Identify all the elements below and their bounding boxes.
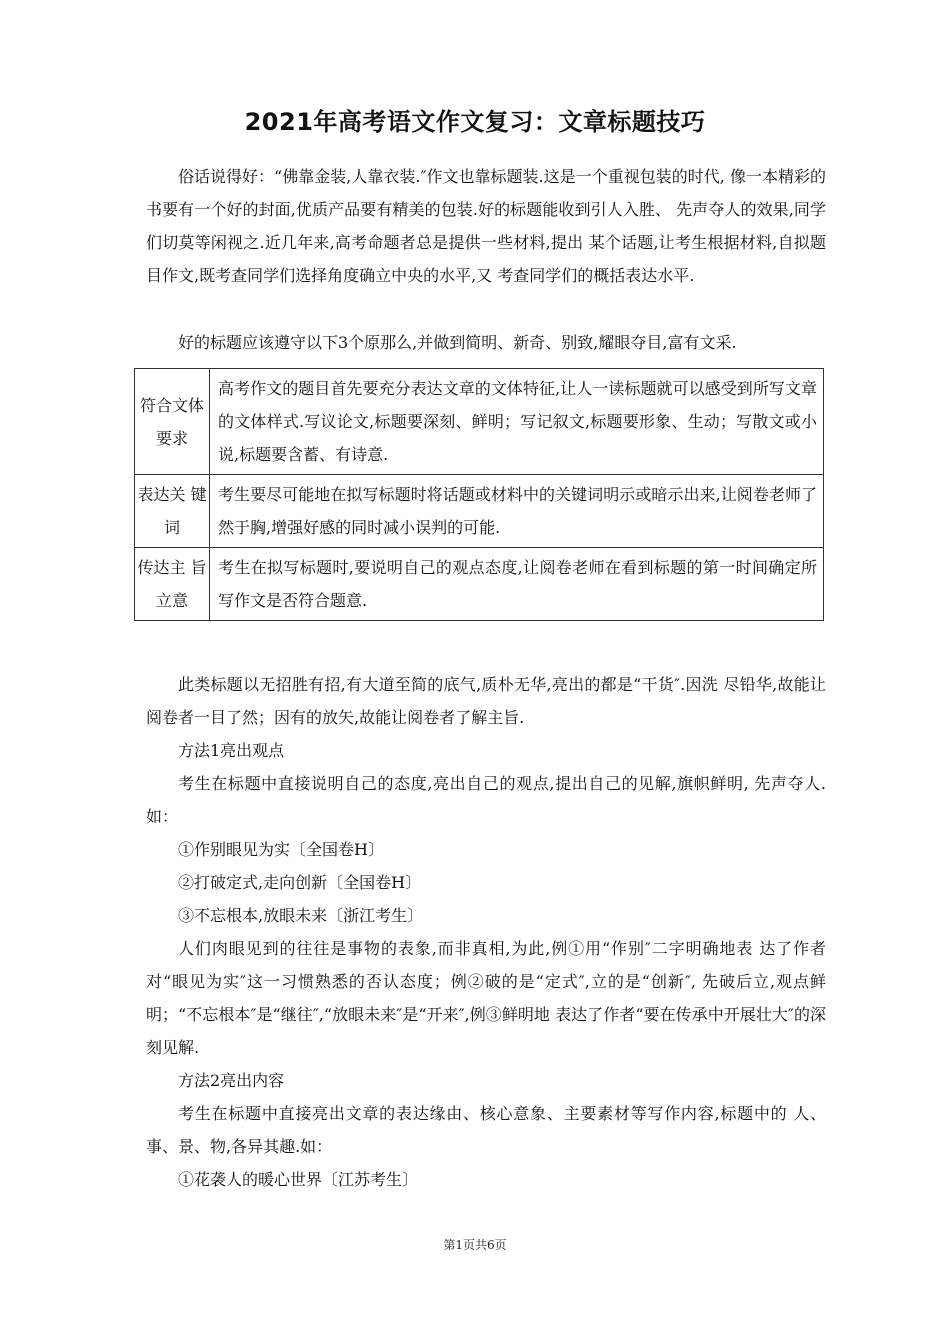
table-row-text: 考生要尽可能地在拟写标题时将话题或材料中的关键词明示或暗示出来,让阅卷老师了然于胸,增强好感的同时减小误判的可能. [210,475,824,548]
page-footer: 第1页共6页 [443,1238,507,1252]
method-1-text: 考生在标题中直接说明自己的态度,亮出自己的观点,提出自己的见解,旗帜鲜明, 先声夺人.如： [146,774,826,826]
table-row-text: 高考作文的题目首先要充分表达文章的文体特征,让人一读标题就可以感受到所写文章的文体样式.写议论文,标题要深刻、鲜明；写记叙文,标题要形象、生动；写散文或小说,标题要含蓄、有诗意. [210,369,824,475]
table-row-label: 表达关 键词 [135,475,210,548]
intro-paragraph-2: 好的标题应该遵守以下3个原那么,并做到简明、新奇、别致,耀眼夺目,富有文采. [178,333,737,352]
table-row [135,369,824,475]
table-row-label: 传达主 旨立意 [135,548,210,621]
table-row [135,548,824,621]
table-row [135,475,824,548]
table-row-text: 考生在拟写标题时,要说明自己的观点态度,让阅卷老师在看到标题的第一时间确定所写作文是否符合题意. [210,548,824,621]
intro-paragraph-1: 俗话说得好：“佛靠金装,人靠衣装.″作文也靠标题装.这是一个重视包装的时代, 像一本精彩的书要有一个好的封面,优质产品要有精美的包装.好的标题能收到引人入胜、 先声夺人的效果,同学们切莫等闲视之.近几年来,高考命题者总是提供一些材料,提出 某个话题,让考生根据材料,自拟题目作文,既考查同学们选择角度确立中央的水平,又 考查同学们的概括表达水平. [146,167,826,285]
body-paragraph: 此类标题以无招胜有招,有大道至简的底气,质朴无华,亮出的都是“干货″.因洗 尽铅华,故能让阅卷者一目了然；因有的放矢,故能让阅卷者了解主旨. [146,675,826,727]
example-item: ③不忘根本,放眼未来〔浙江考生〕 [178,906,424,925]
document-title: 2021年高考语文作文复习：文章标题技巧 [244,108,706,136]
analysis-paragraph: 人们肉眼见到的往往是事物的表象,而非真相,为此,例①用“作别″二字明确地表 达了作者对“眼见为实″这一习惯熟悉的否认态度；例②破的是“定式″,立的是“创新″, 先破后立,观点鲜明；“不忘根本″是“继往″,“放眼未来″是“开来″,例③鲜明地 表达了作者“要在传承中开展壮大″的深刻见解. [146,939,826,1057]
example-item: ①作别眼见为实〔全国卷H〕 [178,840,384,859]
example-item: ①花袭人的暖心世界〔江苏考生〕 [178,1170,419,1189]
table-row-label: 符合文体要求 [135,369,210,475]
title-principles-table [134,368,824,621]
method-1-heading: 方法1亮出观点 [178,741,285,760]
example-item: ②打破定式,走向创新〔全国卷H〕 [178,873,422,892]
method-2-text: 考生在标题中直接亮出文章的表达缘由、核心意象、主要素材等写作内容,标题中的 人、事、景、物,各异其趣.如： [146,1104,826,1156]
method-2-heading: 方法2亮出内容 [178,1071,285,1090]
